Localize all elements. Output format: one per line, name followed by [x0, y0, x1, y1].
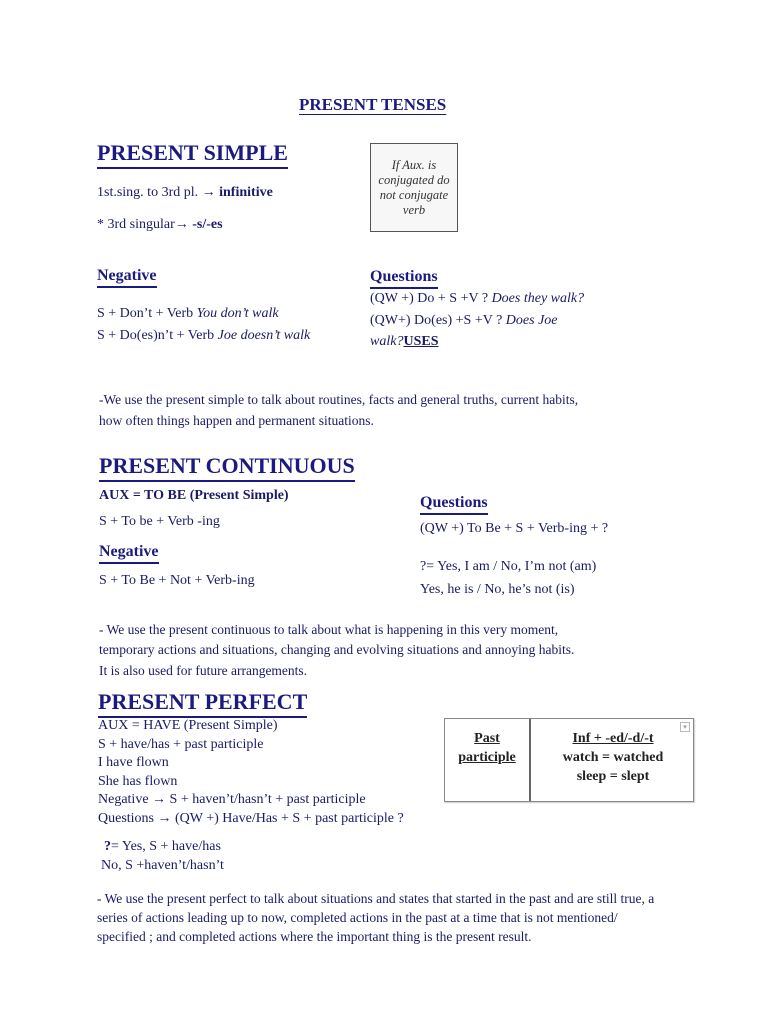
uses-label: USES	[403, 334, 439, 349]
present-perfect-heading: PRESENT PERFECT	[98, 690, 307, 718]
simple-use-1: -We use the present simple to talk about routines, facts and general truths, current habits,	[99, 392, 579, 407]
continuous-use-3: It is also used for future arrangements.	[99, 663, 308, 678]
perfect-use-3: specified ; and completed actions where the important thing is the present result.	[97, 929, 532, 944]
simple-negative-heading: Negative	[97, 266, 157, 288]
simple-use-2: how often things happen and permanent situations.	[99, 413, 374, 428]
q1-rule: (QW +) Do + S +V ?	[370, 291, 492, 306]
continuous-negative-rule: S + To Be + Not + Verb-ing	[99, 573, 255, 588]
table-label-past: Past	[474, 731, 500, 746]
table-example-sleep: sleep = slept	[576, 769, 650, 784]
perfect-use-2: series of actions leading up to now, completed actions in the past at a time that is not mentioned/	[97, 910, 618, 925]
continuous-use-2: temporary actions and situations, changing and evolving situations and annoying habits.	[99, 642, 575, 657]
table-example-watch: watch = watched	[562, 750, 664, 765]
perfect-use-1: - We use the present perfect to talk about situations and states that started in the past and are still true, a	[97, 891, 655, 906]
past-participle-table	[444, 718, 694, 802]
continuous-rule: S + To be + Verb -ing	[99, 514, 220, 529]
q1-example: Does they walk?	[491, 291, 585, 306]
table-label-participle: participle	[458, 750, 516, 765]
perfect-line-example-2: She has flown	[98, 774, 178, 789]
continuous-answer-1: ?= Yes, I am / No, I’m not (am)	[420, 559, 597, 574]
neg2-rule: S + Do(es)n’t + Verb	[97, 328, 218, 343]
perfect-answer-1	[104, 838, 221, 856]
perfect-line-rule: S + have/has + past participle	[98, 737, 264, 752]
continuous-questions-heading: Questions	[420, 493, 488, 515]
perfect-answer-1-text: = Yes, S + have/has	[111, 839, 221, 854]
continuous-use-1: - We use the present continuous to talk about what is happening in this very moment,	[99, 622, 559, 637]
continuous-answer-2: Yes, he is / No, he’s not (is)	[420, 582, 575, 597]
table-rule-inf: Inf + -ed/-d/-t	[572, 731, 654, 746]
continuous-negative-heading: Negative	[99, 542, 159, 564]
simple-negative-1	[97, 305, 279, 323]
table-handle-icon[interactable]: ▾	[680, 722, 690, 732]
perfect-answer-2: No, S +haven’t/hasn’t	[101, 858, 224, 873]
perfect-line-example-1: I have flown	[98, 755, 169, 770]
neg1-example: You don’t walk	[196, 306, 279, 321]
simple-question-2-cont	[370, 333, 438, 351]
simple-rule-2-bold: -s/-es	[192, 217, 223, 232]
simple-question-2	[370, 312, 558, 330]
aux-note-box: If Aux. is conjugated do not conjugate verb	[370, 143, 458, 232]
continuous-aux: AUX = TO BE (Present Simple)	[99, 488, 289, 503]
neg1-rule: S + Don’t + Verb	[97, 306, 197, 321]
simple-rule-1-bold: infinitive	[219, 185, 273, 200]
simple-rule-1-text: 1st.sing. to 3rd pl. →	[97, 185, 220, 200]
perfect-line-negative: Negative → S + haven’t/hasn’t + past participle	[98, 792, 366, 807]
simple-rule-1	[97, 184, 273, 202]
q2-example-cont: walk?	[370, 334, 404, 349]
present-simple-heading: PRESENT SIMPLE	[97, 141, 288, 169]
simple-rule-2-text: * 3rd singular→	[97, 217, 193, 232]
present-continuous-heading: PRESENT CONTINUOUS	[99, 454, 355, 482]
simple-questions-heading: Questions	[370, 267, 438, 289]
page-title: PRESENT TENSES	[299, 95, 447, 114]
simple-negative-2	[97, 327, 310, 345]
perfect-answer-1-mark: ?	[104, 839, 111, 854]
simple-question-1	[370, 290, 584, 308]
simple-rule-2	[97, 216, 223, 234]
continuous-question-rule: (QW +) To Be + S + Verb-ing + ?	[420, 521, 609, 536]
neg2-example: Joe doesn’t walk	[217, 328, 311, 343]
table-col-label	[445, 719, 531, 801]
perfect-line-aux: AUX = HAVE (Present Simple)	[98, 718, 278, 733]
table-col-rule	[533, 719, 693, 801]
q2-example: Does Joe	[505, 313, 558, 328]
perfect-line-questions: Questions → (QW +) Have/Has + S + past participle ?	[98, 811, 404, 826]
q2-rule: (QW+) Do(es) +S +V ?	[370, 313, 506, 328]
